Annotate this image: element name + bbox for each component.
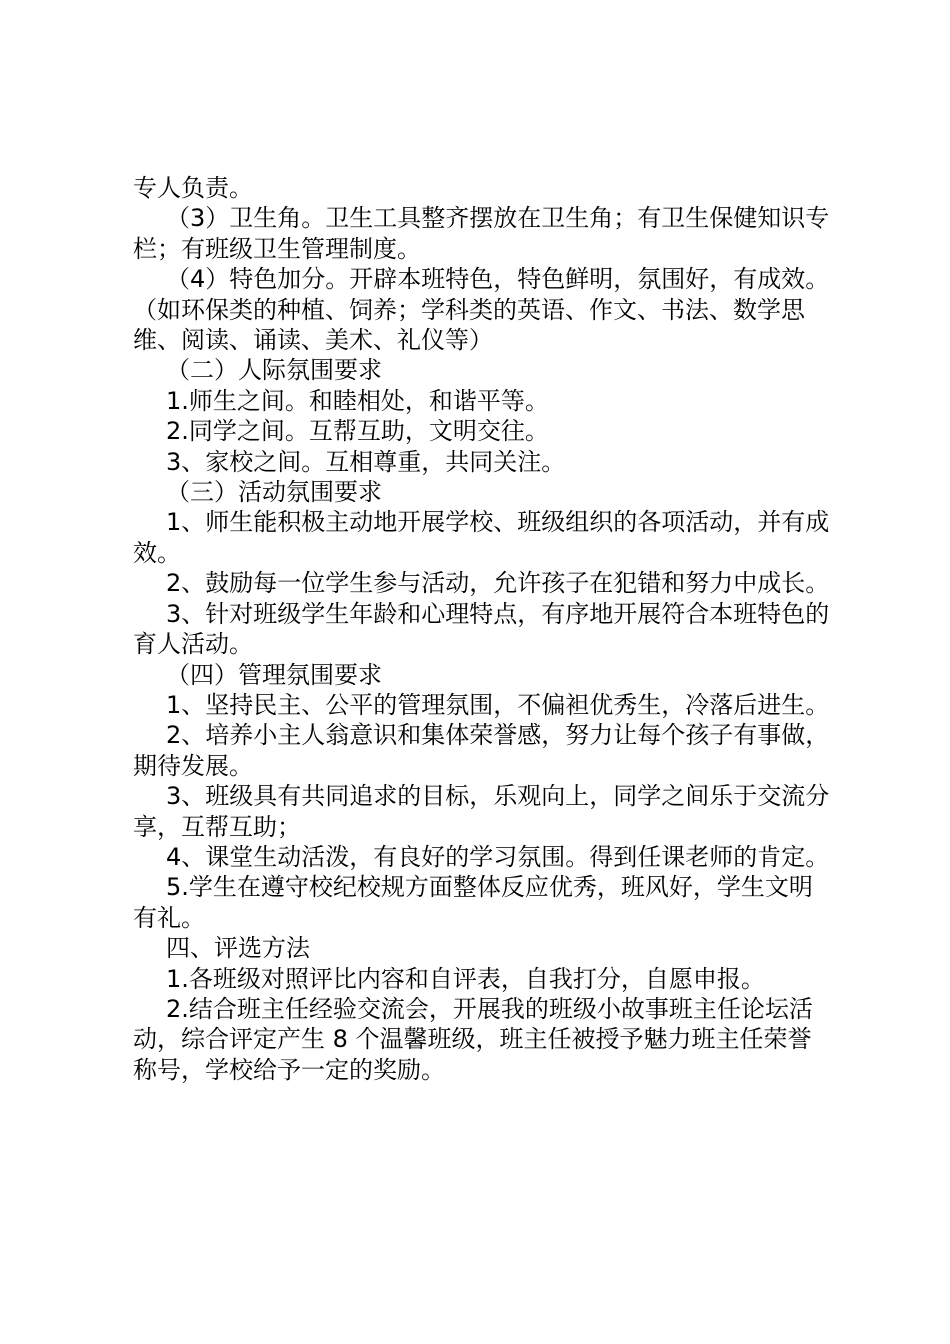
paragraph: 1、坚持民主、公平的管理氛围，不偏袒优秀生，冷落后进生。 (166, 690, 830, 719)
document-body (133, 173, 833, 1085)
section-heading: （四）管理氛围要求 (166, 660, 382, 689)
paragraph: 2、培养小主人翁意识和集体荣誉感，努力让每个孩子有事做，期待发展。 (133, 721, 830, 780)
section-heading: 四、评选方法 (166, 934, 310, 963)
section-heading: （二）人际氛围要求 (166, 356, 382, 385)
paragraph: 3、家校之间。互相尊重，共同关注。 (166, 447, 566, 476)
paragraph: 2.同学之间。互帮互助，文明交往。 (166, 417, 549, 446)
paragraph: 3、班级具有共同追求的目标，乐观向上，同学之间乐于交流分享，互帮互助； (133, 782, 830, 841)
section-heading: （三）活动氛围要求 (166, 478, 382, 507)
paragraph: 1、师生能积极主动地开展学校、班级组织的各项活动，并有成效。 (133, 508, 830, 567)
paragraph: 5.学生在遵守校纪校规方面整体反应优秀，班风好，学生文明有礼。 (133, 873, 813, 932)
paragraph: （3）卫生角。卫生工具整齐摆放在卫生角；有卫生保健知识专栏；有班级卫生管理制度。 (133, 204, 830, 263)
paragraph: （4）特色加分。开辟本班特色，特色鲜明，氛围好，有成效。（如环保类的种植、饲养；学科类的英语、作文、书法、数学思维、阅读、诵读、美术、礼仪等） (133, 265, 830, 355)
paragraph: 1.各班级对照评比内容和自评表，自我打分，自愿申报。 (166, 964, 765, 993)
paragraph: 2.结合班主任经验交流会，开展我的班级小故事班主任论坛活动，综合评定产生 8 个温馨班级，班主任被授予魅力班主任荣誉称号，学校给予一定的奖励。 (133, 994, 813, 1084)
paragraph: 4、课堂生动活泼，有良好的学习氛围。得到任课老师的肯定。 (166, 842, 830, 871)
paragraph: 专人负责。 (133, 174, 253, 202)
paragraph: 3、针对班级学生年龄和心理特点，有序地开展符合本班特色的育人活动。 (133, 599, 830, 659)
paragraph: 2、鼓励每一位学生参与活动，允许孩子在犯错和努力中成长。 (166, 569, 830, 598)
paragraph: 1.师生之间。和睦相处，和谐平等。 (166, 386, 549, 415)
